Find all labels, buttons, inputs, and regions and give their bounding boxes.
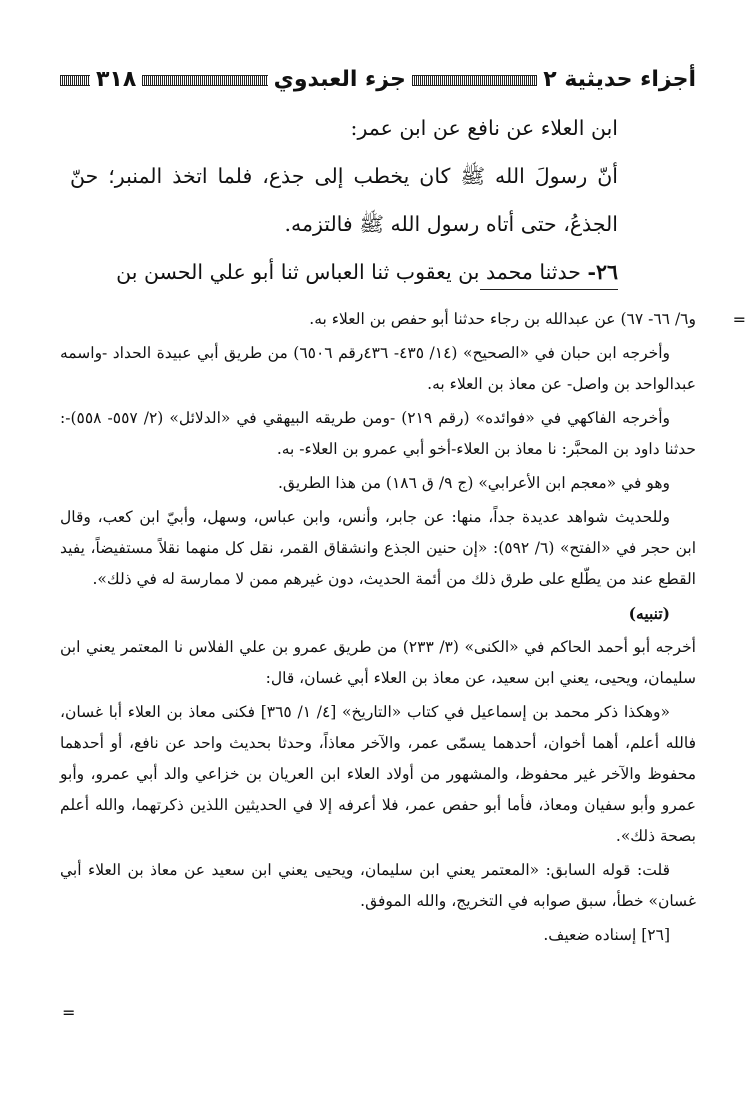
running-header	[60, 62, 696, 98]
continuation-mark: =	[732, 310, 746, 329]
footnote-paragraph: وأخرجه الفاكهي في «فوائده» (رقم ٢١٩) -ومن طريقه البيهقي في «الدلائل» (٢/ ٥٥٧- ٥٥٨)-: حدثنا داود بن المحبَّر: نا معاذ بن العلاء-أخو أبي عمرو بن العلاء- به.	[60, 409, 696, 458]
header-rule-middle	[142, 75, 267, 86]
book-title: جزء العبدوي	[273, 67, 406, 92]
main-text	[70, 104, 618, 296]
isnad-line: ابن العلاء عن نافع عن ابن عمر:	[350, 116, 618, 140]
series-title: أجزاء حديثية ٢	[543, 67, 696, 92]
footnote-paragraph: أخرجه أبو أحمد الحاكم في «الكنى» (٣/ ٢٣٣) من طريق عمرو بن علي الفلاس نا المعتمر يعني ابن سليمان، ويحيى، يعني ابن سعيد، عن معاذ بن العلاء أبي غسان، قال:	[60, 638, 696, 687]
end-mark: =	[62, 1003, 76, 1022]
footnote-paragraph: و٦/ ٦٦- ٦٧) عن عبدالله بن رجاء حدثنا أبو حفص بن العلاء به.	[309, 310, 696, 328]
footnote-separator	[480, 289, 618, 290]
footnote-paragraph: «وهكذا ذكر محمد بن إسماعيل في كتاب «التاريخ» [٤/ ١/ ٣٦٥] فكنى معاذ بن العلاء أبا غسان، فالله أعلم، أهما أخوان، أحدهما يسمّى عمر، والآخر معاذاً، وحدثا بحديث واحد عن نافع، أو أحدهما محفوظ والآخر غير محفوظ، والمشهور من أولاد العلاء ابن العريان بن خزاعي والد أبي عمرو، وأبو عمرو وأبو سفيان ومعاذ، فأما أبو حفص عمر، فلا أعرفه إلا في الحديثين اللذين ذكرتهما، والله أعلم بصحة ذلك».	[60, 703, 696, 845]
page-number: ٣١٨	[95, 67, 137, 92]
footnote-paragraph: قلت: قوله السابق: «المعتمر يعني ابن سليمان، ويحيى يعني ابن سعيد عن معاذ بن العلاء أبي غسان» خطأ، سبق صوابه في التخريج، والله الموفق.	[60, 861, 696, 910]
note-heading: (تنبيه)	[628, 604, 670, 623]
footnote-paragraph: وللحديث شواهد عديدة جداً، منها: عن جابر، وأنس، وابن عباس، وسهل، وأبيّ ابن كعب، وقال ابن حجر في «الفتح» (٦/ ٥٩٢): «إن حنين الجذع وانشقاق القمر، نقل كل منهما نقلاً مستفيضاً، يفيد القطع عند من يطّلع على طرق ذلك من أئمة الحديث، دون غيرهم ممن لا ممارسة له في ذلك».	[60, 508, 696, 588]
footnote-paragraph: وهو في «معجم ابن الأعرابي» (ج ٩/ ق ١٨٦) من هذا الطريق.	[277, 474, 670, 492]
header-rule-left	[412, 75, 537, 86]
hadith-26-start: حدثنا محمد بن يعقوب ثنا العباس ثنا أبو علي الحسن بن	[116, 260, 581, 284]
hadith-number: ٢٦-	[587, 260, 618, 284]
footnote-paragraph: [٢٦] إسناده ضعيف.	[543, 926, 670, 944]
footnote-paragraph: وأخرجه ابن حبان في «الصحيح» (١٤/ ٤٣٥- ٤٣٦رقم ٦٥٠٦) من طريق أبي عبيدة الحداد -واسمه عبدالواحد بن واصل- عن معاذ بن العلاء به.	[60, 344, 696, 393]
header-rule-right	[60, 75, 90, 86]
hadith-text: أنّ رسولَ الله ﷺ كان يخطب إلى جذع، فلما اتخذ المنبر؛ حنّ الجذعُ، حتى أتاه رسول الله ﷺ فالتزمه.	[70, 164, 618, 236]
footnotes	[60, 304, 696, 954]
